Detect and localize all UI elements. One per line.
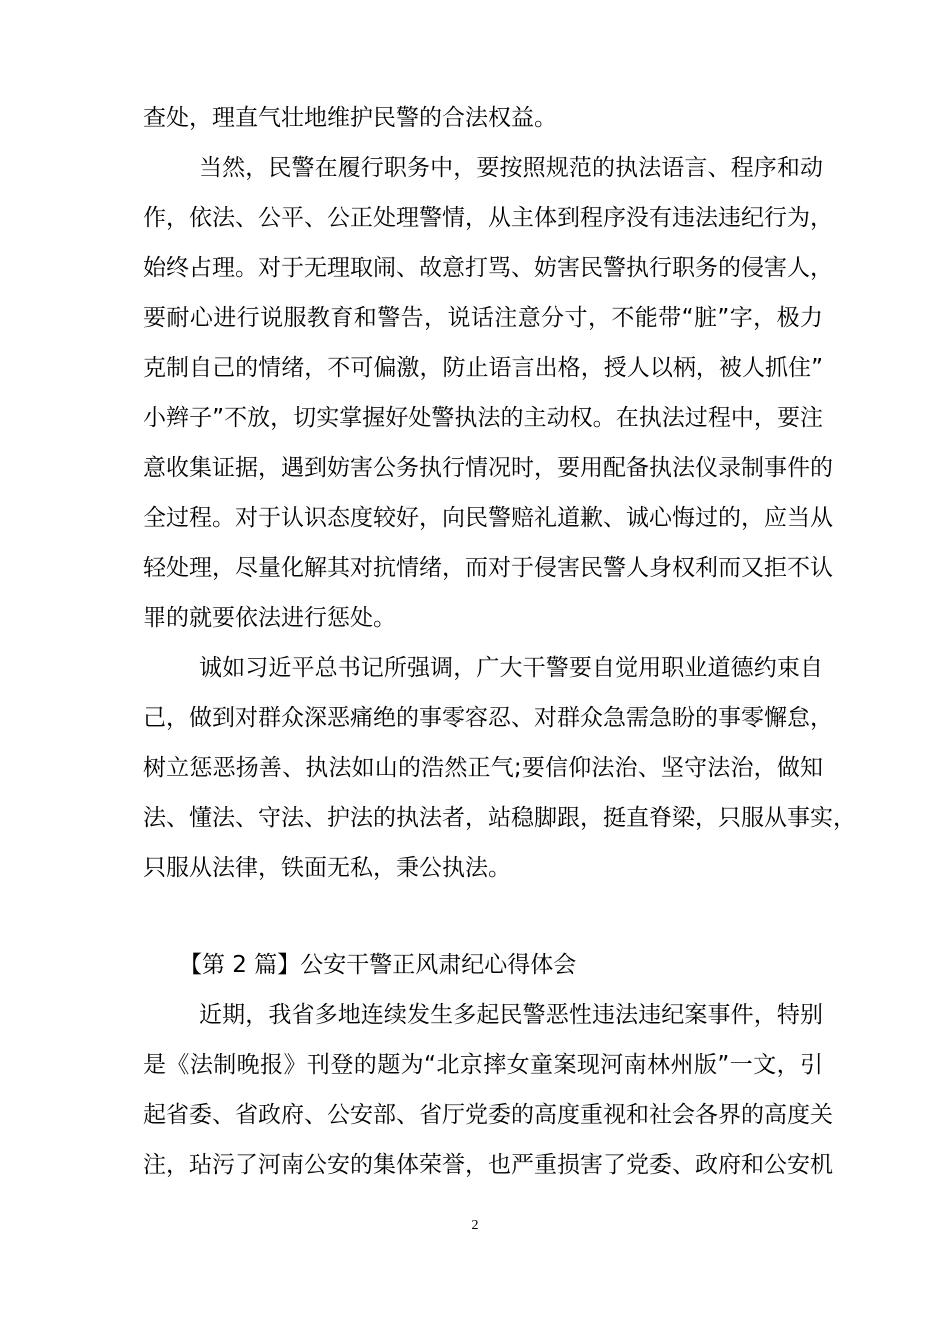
- paragraph-line: 起省委、省政府、公安部、省厅党委的高度重视和社会各界的高度关: [143, 1102, 833, 1128]
- paragraph-line: 意收集证据，遇到妨害公务执行情况时，要用配备执法仪录制事件的: [143, 455, 833, 481]
- section-heading: 【第 2 篇】公安干警正风肃纪心得体会: [179, 952, 577, 978]
- paragraph-line: 克制自己的情绪，不可偏激，防止语言出格，授人以柄，被人抓住”: [143, 355, 823, 381]
- paragraph-line: 作，依法、公平、公正处理警情，从主体到程序没有违法违纪行为，: [143, 205, 833, 231]
- paragraph-line: 小辫子”不放，切实掌握好处警执法的主动权。在执法过程中，要注: [143, 405, 823, 431]
- paragraph-line: 树立惩恶扬善、执法如山的浩然正气;要信仰法治、坚守法治，做知: [143, 755, 823, 781]
- page-number: 2: [471, 1218, 479, 1233]
- paragraph-line: 罪的就要依法进行惩处。: [143, 605, 396, 631]
- paragraph-line: 己，做到对群众深恶痛绝的事零容忍、对群众急需急盼的事零懈怠，: [143, 705, 833, 731]
- paragraph-line: 是《法制晚报》刊登的题为“北京摔女童案现河南林州版”一文，引: [143, 1052, 823, 1078]
- paragraph-line: 全过程。对于认识态度较好，向民警赔礼道歉、诚心悔过的，应当从: [143, 505, 833, 531]
- paragraph-line: 近期，我省多地连续发生多起民警恶性违法违纪案事件，特别: [199, 1002, 823, 1028]
- paragraph-line: 法、懂法、守法、护法的执法者，站稳脚跟，挺直脊梁，只服从事实，: [143, 805, 856, 831]
- paragraph-line: 注，玷污了河南公安的集体荣誉，也严重损害了党委、政府和公安机: [143, 1152, 833, 1178]
- paragraph-line: 诚如习近平总书记所强调，广大干警要自觉用职业道德约束自: [199, 655, 823, 681]
- paragraph-line: 当然，民警在履行职务中，要按照规范的执法语言、程序和动: [199, 155, 823, 181]
- paragraph-line: 查处，理直气壮地维护民警的合法权益。: [143, 105, 557, 131]
- paragraph-line: 始终占理。对于无理取闹、故意打骂、妨害民警执行职务的侵害人，: [143, 255, 833, 281]
- paragraph-line: 要耐心进行说服教育和警告，说话注意分寸，不能带“脏”字，极力: [143, 305, 823, 331]
- paragraph-line: 只服从法律，铁面无私，秉公执法。: [143, 855, 511, 881]
- paragraph-line: 轻处理，尽量化解其对抗情绪，而对于侵害民警人身权利而又拒不认: [143, 555, 833, 581]
